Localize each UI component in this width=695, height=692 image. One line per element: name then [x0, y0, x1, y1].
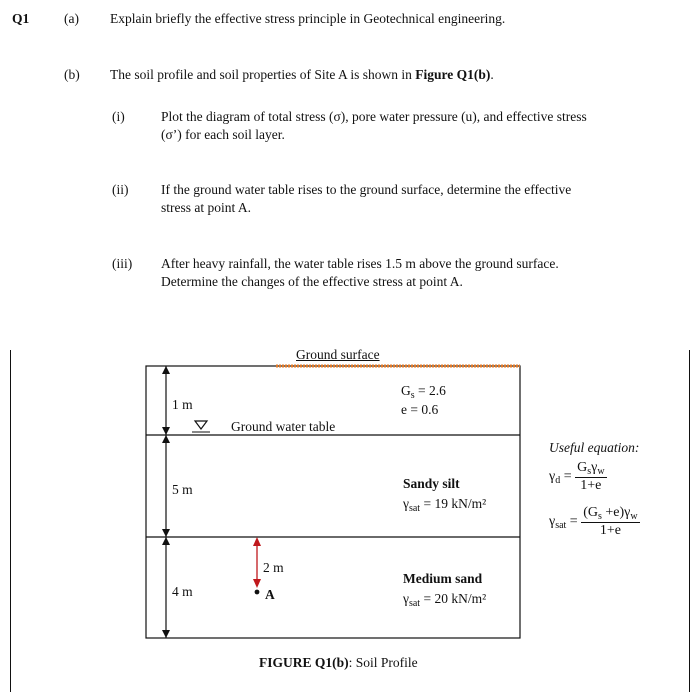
- point-a-distance: 2 m: [263, 560, 284, 575]
- layer2-thickness: 5 m: [172, 482, 193, 497]
- sub-i-label: (i): [112, 109, 125, 124]
- useful-equation-title: Useful equation:: [549, 440, 640, 455]
- layer2-name: Sandy silt: [403, 476, 460, 491]
- ground-surface-label: Ground surface: [296, 347, 380, 362]
- sub-ii-line2: stress at point A.: [161, 200, 251, 215]
- water-table-symbol: [192, 421, 210, 435]
- ground-water-table-label: Ground water table: [231, 419, 336, 434]
- saturated-unit-weight-equation: $\gamma_{sat}$ = $\frac{(G_s +e)\gamma_w}{1+e}$: [549, 505, 638, 538]
- sub-iii-line2: Determine the changes of the effective stress at point A.: [161, 274, 463, 289]
- sub-ii-line1: If the ground water table rises to the ground surface, determine the effective: [161, 182, 572, 197]
- layer3-unit-weight: $\gamma_{sat} = 20$ kN/m²: [403, 591, 487, 609]
- point-a-label: A: [265, 587, 275, 602]
- part-a-text: Explain briefly the effective stress principle in Geotechnical engineering.: [110, 11, 506, 26]
- dry-unit-weight-equation: $\gamma_d$ = $\frac{G_s\gamma_w}{1+e}$: [549, 460, 605, 493]
- sub-i-line2: (σ’) for each soil layer.: [161, 127, 285, 142]
- figure-reference: Figure Q1(b): [415, 67, 491, 82]
- part-b-text: The soil profile and soil properties of Site A is shown in Figure Q1(b).: [110, 67, 494, 82]
- figure-caption: FIGURE Q1(b): Soil Profile: [259, 655, 418, 670]
- sub-ii-label: (ii): [112, 182, 129, 197]
- layer2-unit-weight: $\gamma_{sat} = 19$ kN/m²: [403, 496, 487, 514]
- part-a-label: (a): [64, 11, 79, 26]
- layer1-specific-gravity: $G_s = 2.6$: [401, 383, 446, 401]
- part-b-label: (b): [64, 67, 80, 82]
- point-a-marker: [255, 590, 260, 595]
- question-number: Q1: [12, 11, 30, 26]
- layer3-thickness: 4 m: [172, 584, 193, 599]
- layer1-void-ratio: e = 0.6: [401, 402, 439, 417]
- sub-iii-label: (iii): [112, 256, 133, 271]
- sub-iii-line1: After heavy rainfall, the water table rises 1.5 m above the ground surface.: [161, 256, 559, 271]
- layer3-name: Medium sand: [403, 571, 483, 586]
- point-a-depth-arrow: [253, 537, 261, 594]
- layer1-thickness: 1 m: [172, 397, 193, 412]
- sub-i-line1: Plot the diagram of total stress (σ), pore water pressure (u), and effective stress: [161, 109, 587, 124]
